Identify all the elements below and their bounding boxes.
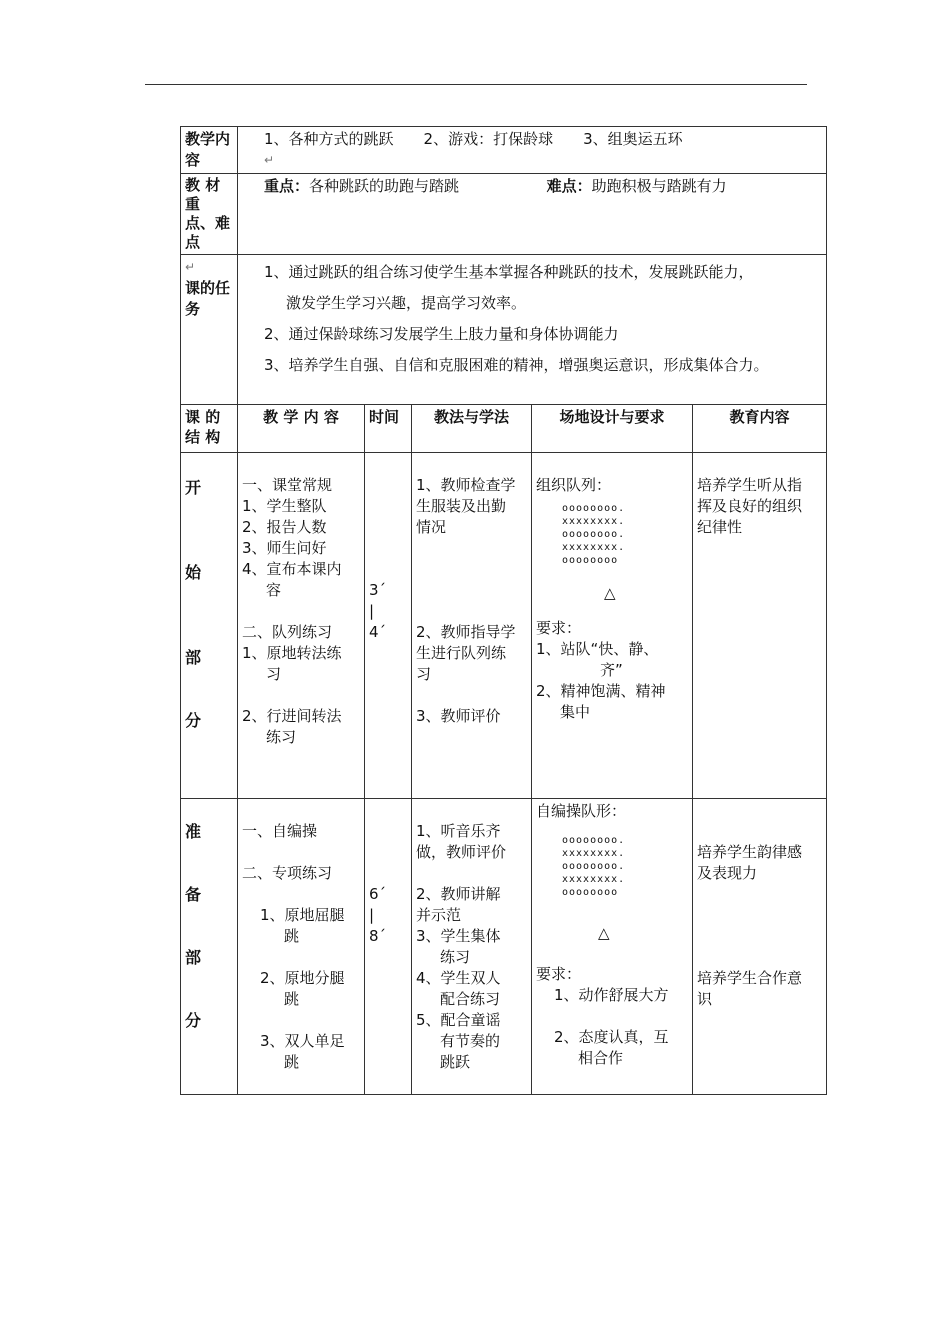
row-start-section: [181, 453, 827, 799]
content-line: 4、宣布本课内: [242, 560, 342, 578]
key-point-text: 各种跳跃的助跑与踏跳: [309, 177, 460, 195]
row-column-headers: [181, 405, 827, 453]
start-section-label-cell: [181, 453, 238, 799]
method-line: 有节奏的: [440, 1032, 501, 1050]
method-line: 情况: [416, 518, 447, 536]
time-separator: |: [369, 906, 375, 924]
teacher-triangle-icon: △: [598, 924, 610, 942]
method-line: 习: [416, 665, 432, 683]
method-line: 3、学生集体: [416, 927, 501, 945]
method-line: 配合练习: [440, 990, 501, 1008]
section-char: 部: [185, 948, 202, 967]
header-venue: 场地设计与要求: [532, 405, 693, 453]
method-line: 2、教师指导学: [416, 623, 516, 641]
method-line: 3、教师评价: [416, 707, 501, 725]
formation-row: oooooooo.: [562, 503, 626, 514]
method-line: 做，教师评价: [416, 843, 507, 861]
header-rule: [145, 84, 807, 85]
time-value: 6´: [369, 885, 387, 903]
content-line: 2、报告人数: [242, 518, 327, 536]
content-line: 练习: [266, 728, 297, 746]
header-content: 教 学 内 容: [238, 405, 365, 453]
requirement-line: 2、精神饱满、精神: [536, 682, 666, 700]
education-line: 培养学生韵律感: [697, 843, 803, 861]
requirement-line: 1、动作舒展大方: [554, 986, 669, 1004]
method-line: 生进行队列练: [416, 644, 507, 662]
method-line: 1、教师检查学: [416, 476, 516, 494]
header-structure: 课 的 结 构: [181, 405, 238, 453]
content-line: 跳: [284, 990, 300, 1008]
content-line: 容: [266, 581, 282, 599]
requirement-line: 集中: [560, 703, 591, 721]
key-points-label: 教 材 重 点、难点: [181, 174, 238, 255]
section-char: 分: [185, 711, 202, 730]
paragraph-mark-icon: ↵: [264, 153, 275, 167]
teaching-content-label: 教学内容: [181, 127, 238, 174]
content-line: 3、双人单足: [260, 1032, 345, 1050]
formation-row: xxxxxxxx.: [562, 516, 626, 527]
content-line: 3、师生问好: [242, 539, 327, 557]
prep-time-cell: [365, 799, 412, 1095]
start-education-cell: [693, 453, 827, 799]
formation-diagram: [562, 834, 688, 899]
formation-row: oooooooo: [562, 887, 619, 898]
formation-row: xxxxxxxx.: [562, 874, 626, 885]
method-line: 并示范: [416, 906, 462, 924]
content-line: 二、专项练习: [242, 864, 333, 882]
section-char: 部: [185, 648, 202, 667]
formation-diagram: [562, 502, 688, 567]
content-line: 2、原地分腿: [260, 969, 345, 987]
education-line: 及表现力: [697, 864, 758, 882]
requirement-title: 要求：: [536, 619, 582, 637]
requirement-line: 1、站队“快、静、: [536, 640, 659, 658]
teaching-content-cell: [238, 127, 827, 174]
difficult-point-text: 助跑积极与踏跳有力: [591, 177, 727, 195]
start-time-cell: [365, 453, 412, 799]
task-item: 激发学生学习兴趣，提高学习效率。: [286, 294, 527, 312]
start-venue-cell: [532, 453, 693, 799]
tasks-label: 课的任务: [185, 279, 231, 318]
tasks-cell: [238, 255, 827, 405]
section-char: 始: [185, 563, 202, 582]
education-line: 培养学生合作意: [697, 969, 803, 987]
formation-row: oooooooo: [562, 555, 619, 566]
row-key-points: [181, 174, 827, 255]
content-line: 习: [266, 665, 282, 683]
method-line: 5、配合童谣: [416, 1011, 501, 1029]
method-line: 练习: [440, 948, 471, 966]
task-item: 3、培养学生自强、自信和克服困难的精神，增强奥运意识，形成集体合力。: [264, 356, 769, 374]
row-teaching-content: [181, 127, 827, 174]
education-line: 挥及良好的组织: [697, 497, 803, 515]
key-points-cell: [238, 174, 827, 255]
time-value: 3´: [369, 581, 387, 599]
row-prep-section: [181, 799, 827, 1095]
requirement-line: 齐”: [600, 661, 623, 679]
content-line: 跳: [284, 927, 300, 945]
header-method: 教法与学法: [412, 405, 532, 453]
content-line: 2、行进间转法: [242, 707, 342, 725]
time-separator: |: [369, 602, 375, 620]
header-education: 教育内容: [693, 405, 827, 453]
method-line: 跳跃: [440, 1053, 471, 1071]
venue-title: 自编操队形：: [536, 802, 627, 820]
header-time: 时间: [365, 405, 412, 453]
method-line: 2、教师讲解: [416, 885, 501, 903]
section-char: 开: [185, 478, 202, 497]
teacher-triangle-icon: △: [604, 584, 616, 602]
formation-row: oooooooo.: [562, 835, 626, 846]
prep-education-cell: [693, 799, 827, 1095]
key-point-label: 重点：: [264, 177, 310, 195]
paragraph-mark-icon: ↵: [185, 260, 196, 274]
education-line: 培养学生听从指: [697, 476, 803, 494]
content-line: 一、自编操: [242, 822, 318, 840]
task-item: 1、通过跳跃的组合练习使学生基本掌握各种跳跃的技术，发展跳跃能力，: [264, 263, 754, 281]
prep-method-cell: [412, 799, 532, 1095]
requirement-title: 要求：: [536, 965, 582, 983]
section-char: 准: [185, 822, 202, 841]
content-line: 一、课堂常规: [242, 476, 333, 494]
prep-venue-cell: [532, 799, 693, 1095]
requirement-line: 2、态度认真，互: [554, 1028, 669, 1046]
prep-content-cell: [238, 799, 365, 1095]
education-line: 纪律性: [697, 518, 743, 536]
venue-title: 组织队列：: [536, 476, 612, 494]
content-line: 1、原地转法练: [242, 644, 342, 662]
method-line: 生服装及出勤: [416, 497, 507, 515]
content-line: 二、队列练习: [242, 623, 333, 641]
prep-section-label-cell: [181, 799, 238, 1095]
formation-row: oooooooo.: [562, 529, 626, 540]
content-line: 跳: [284, 1053, 300, 1071]
formation-row: oooooooo.: [562, 861, 626, 872]
task-item: 2、通过保龄球练习发展学生上肢力量和身体协调能力: [264, 325, 619, 343]
tasks-label-cell: [181, 255, 238, 405]
requirement-line: 相合作: [578, 1049, 624, 1067]
method-line: 4、学生双人: [416, 969, 501, 987]
method-line: 1、听音乐齐: [416, 822, 501, 840]
content-line: 1、学生整队: [242, 497, 327, 515]
time-value: 8´: [369, 927, 387, 945]
start-content-cell: [238, 453, 365, 799]
time-value: 4´: [369, 623, 387, 641]
formation-row: xxxxxxxx.: [562, 542, 626, 553]
lesson-plan-table: [180, 126, 826, 1095]
formation-row: xxxxxxxx.: [562, 848, 626, 859]
row-tasks: [181, 255, 827, 405]
start-method-cell: [412, 453, 532, 799]
teaching-content-text: 1、各种方式的跳跃 2、游戏：打保龄球 3、组奥运五环: [264, 130, 683, 148]
education-line: 识: [697, 990, 713, 1008]
section-char: 分: [185, 1011, 202, 1030]
content-line: 1、原地屈腿: [260, 906, 345, 924]
difficult-point-label: 难点：: [546, 177, 592, 195]
section-char: 备: [185, 885, 202, 904]
